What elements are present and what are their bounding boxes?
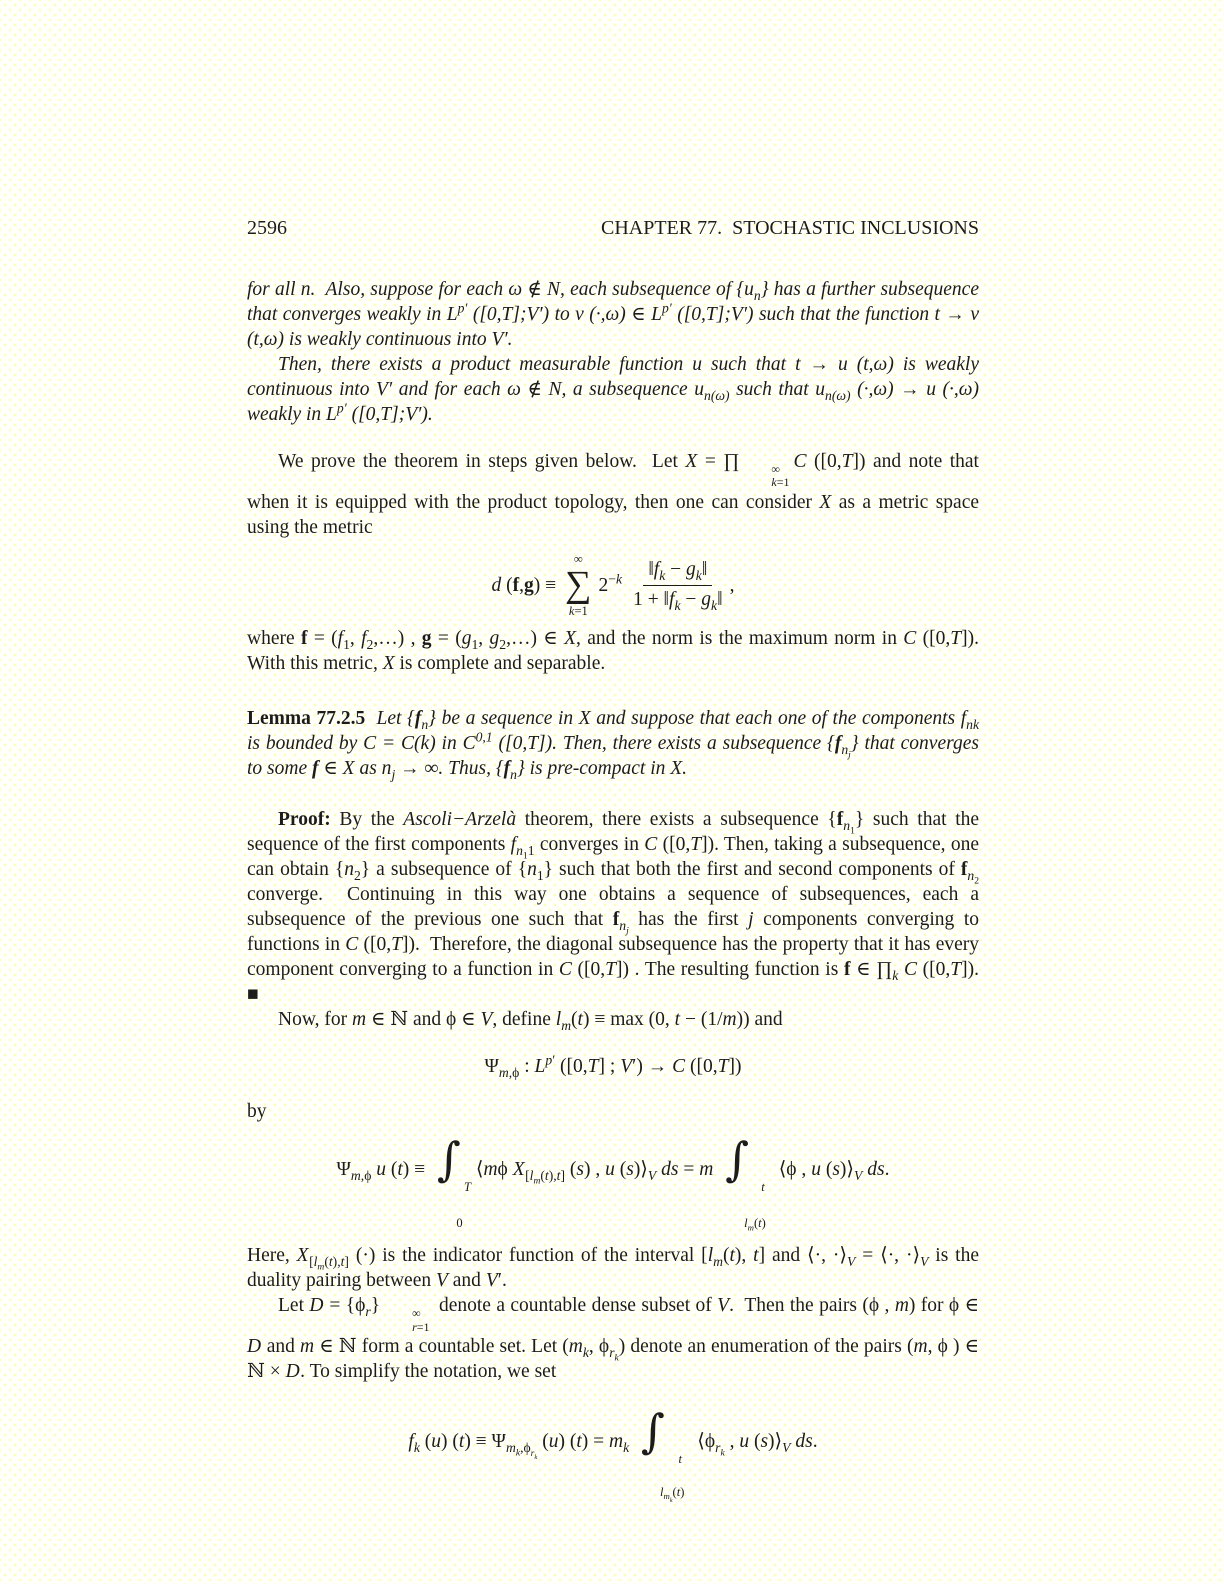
metric-trailing-comma: , (729, 574, 735, 596)
summation-operator (565, 552, 591, 618)
running-header (247, 216, 979, 241)
lemma-paragraph (247, 706, 979, 781)
proof-label: Proof: (278, 809, 331, 831)
theorem-hypothesis-paragraph: for all n. Also, suppose for each ω ∉ N, each subsequence of $\{u_n\}$ has a further subsequence that converges weakly in $L^{p'}$ ([0,T];V′) to v (·,ω) ∈ $L^{p'}$ ([0,T];V′) such that the function t → v (t,ω) is weakly continuous into V′. (247, 279, 979, 350)
by-connector: by (247, 1101, 267, 1123)
now-define-paragraph: Now, for m ∈ ℕ and ϕ ∈ V, define $l_m(t) \equiv \max (0$, t − (1/m)) and (278, 1009, 783, 1034)
fk-definition-expression: $f_k$ (u) $(t) \equiv \Psi_{m_k,\phi_{r_k}}$ (u) $(t) = m_k$ ∫ t $l_{m_k}(t)$ $⟨\phi_{r_k}$ , u $(s)⟩_V$ ds. (408, 1404, 818, 1505)
lemma-label: Lemma 77.2.5 (247, 708, 366, 730)
sum-upper-limit: ∞ (573, 551, 583, 566)
metric-fraction (628, 558, 728, 612)
indicator-explanation-paragraph: Here, $X_{[l_m(t),t]}$ (·) is the indicator function of the interval [$l_m(t)$, t] and ⟨·, $\cdot⟩_V$ = ⟨·, $\cdot⟩_V$ is the duality pairing between V and V′. (247, 1245, 980, 1292)
page-text-block (247, 216, 980, 1505)
sum-lower-limit: k=1 (568, 603, 588, 618)
psi-mapping-equation (247, 1054, 979, 1079)
where-paragraph: where $f = (f_1$, $f_2,\dots$) , $g = (g_1$, $g_2,\dots$) ∈ X, and the norm is the maximum norm in C ([0,T]). With this metric, X is complete and separable. (247, 628, 979, 675)
sum-sigma-symbol: ∑ (565, 564, 592, 606)
fraction-numerator: $‖f_k$ − $g_k‖$ (643, 558, 712, 585)
theorem-conclusion-paragraph: Then, there exists a product measurable function u such that t → u (t,ω) is weakly continuous into V′ and for each ω ∉ N, a subsequence $u_{n(\omega)}$ such that $u_{n(\omega)}$ (·,ω) → u (·,ω) weakly in $L^{p'}$ ([0,T];V′). (247, 354, 979, 425)
page-number: 2596 (247, 217, 287, 239)
metric-equation (247, 552, 979, 618)
psi-definition-equation (247, 1132, 979, 1233)
metric-coefficient: $2^{-k}$ (598, 571, 623, 596)
fk-definition-equation (247, 1404, 979, 1505)
proof-body: By the Ascoli−Arzelà theorem, there exists a subsequence $\{f_{n_1}\}$ such that the sequence of the first components $f_{n_11}$ converges in C ([0,T]). Then, taking a subsequence, one can obtain $\{n_2\}$ a subsequence of $\{n_1\}$ such that both the first and second components of $f_{n_2}$ converge. Continuing in this way one obtains a sequence of subsequences, each a subsequence of the previous one such that $f_{n_j}$ has the first j components converging to functions in C ([0,T]). Therefore, the diagonal subsequence has the property that it has every component converging to a function in C ([0,T]) . The resulting function is f ∈ $\prod_k$ C ([0,T]). ■ (247, 809, 980, 1006)
lemma-statement: Let $\{f_n\}$ be a sequence in X and suppose that each one of the components $f_{nk}$ is bounded by C = C(k) in C$^{0,1}$ ([0,T]). Then, there exists a subsequence $\{f_{n_j}\}$ that converges to some f ∈ X as $n_j$ → ∞. Thus, $\{f_n\}$ is pre-compact in X. (247, 708, 980, 783)
psi-mapping-expression: $\Psi_{m,\phi}$ : $L^{p'}$ ([0,T] ; V′) → C ([0,T]) (484, 1052, 742, 1081)
proof-paragraph (247, 807, 979, 1007)
intro-paragraph: We prove the theorem in steps given below. Let X = ∏ ∞ k=1 C ([0,T]) and note that when it is equipped with the product topology, then one can consider X as a metric space using the metric (247, 451, 980, 538)
fraction-denominator: $1 + ‖f_k$ − $g_k‖$ (633, 588, 723, 613)
enumeration-paragraph: Let $D = \{\phi_r\}$ ∞ r=1 denote a countable dense subset of V. Then the pairs (ϕ , m) for ϕ ∈ D and m ∈ ℕ form a countable set. Let ($m_k$, $\phi_{r_k}$) denote an enumeration of the pairs (m, ϕ ) ∈ ℕ × D. To simplify the notation, we set (247, 1295, 980, 1383)
chapter-header: CHAPTER 77. STOCHASTIC INCLUSIONS (600, 217, 979, 239)
psi-definition-expression: $\Psi_{m,\phi}$ u (t) ≡ ∫ T 0 ⟨mϕ $X_{[l_m(t),t]}$ (s) , u $(s)⟩_V$ ds = m ∫ t $l_m(t)$ ⟨ϕ , u $(s)⟩_V$ ds. (336, 1132, 890, 1233)
metric-equation-lhs: d (f,g) ≡ (491, 574, 557, 596)
